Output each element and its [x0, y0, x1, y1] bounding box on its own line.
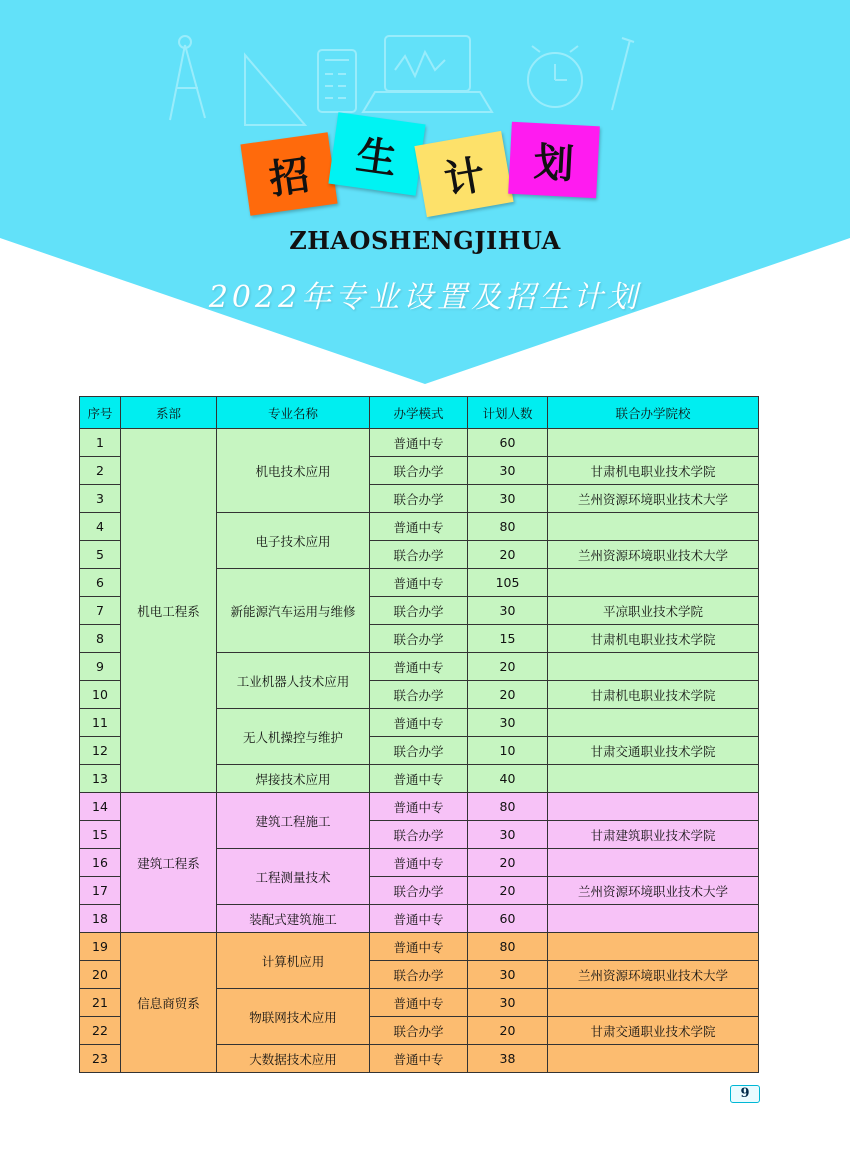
column-header-count: 计划人数 — [468, 397, 548, 429]
count-cell: 15 — [468, 625, 548, 653]
mode-cell: 联合办学 — [370, 737, 468, 765]
partner-cell: 甘肃建筑职业技术学院 — [548, 821, 759, 849]
count-cell: 40 — [468, 765, 548, 793]
major-name-cell: 焊接技术应用 — [217, 765, 370, 793]
count-cell: 30 — [468, 961, 548, 989]
partner-cell — [548, 429, 759, 457]
title-tile-4: 划 — [508, 122, 600, 199]
major-name-cell: 新能源汽车运用与维修 — [217, 569, 370, 653]
count-cell: 30 — [468, 485, 548, 513]
partner-cell — [548, 793, 759, 821]
count-cell: 20 — [468, 877, 548, 905]
partner-cell: 甘肃机电职业技术学院 — [548, 681, 759, 709]
count-cell: 38 — [468, 1045, 548, 1073]
row-number-cell: 23 — [80, 1045, 121, 1073]
partner-cell: 兰州资源环境职业技术大学 — [548, 961, 759, 989]
mode-cell: 联合办学 — [370, 541, 468, 569]
partner-cell — [548, 1045, 759, 1073]
row-number-cell: 1 — [80, 429, 121, 457]
row-number-cell: 9 — [80, 653, 121, 681]
mode-cell: 普通中专 — [370, 709, 468, 737]
major-name-cell: 电子技术应用 — [217, 513, 370, 569]
count-cell: 60 — [468, 429, 548, 457]
row-number-cell: 8 — [80, 625, 121, 653]
count-cell: 30 — [468, 989, 548, 1017]
count-cell: 20 — [468, 849, 548, 877]
count-cell: 30 — [468, 457, 548, 485]
mode-cell: 普通中专 — [370, 513, 468, 541]
row-number-cell: 18 — [80, 905, 121, 933]
row-number-cell: 14 — [80, 793, 121, 821]
partner-cell: 甘肃交通职业技术学院 — [548, 737, 759, 765]
enrollment-plan-table — [79, 396, 759, 1073]
partner-cell — [548, 653, 759, 681]
row-number-cell: 3 — [80, 485, 121, 513]
row-number-cell: 2 — [80, 457, 121, 485]
partner-cell — [548, 765, 759, 793]
count-cell: 20 — [468, 681, 548, 709]
column-header-department: 系部 — [121, 397, 217, 429]
column-header-no: 序号 — [80, 397, 121, 429]
count-cell: 20 — [468, 541, 548, 569]
mode-cell: 普通中专 — [370, 429, 468, 457]
mode-cell: 联合办学 — [370, 877, 468, 905]
major-name-cell: 无人机操控与维护 — [217, 709, 370, 765]
major-name-cell: 机电技术应用 — [217, 429, 370, 513]
mode-cell: 联合办学 — [370, 457, 468, 485]
department-cell: 机电工程系 — [121, 429, 217, 793]
row-number-cell: 19 — [80, 933, 121, 961]
mode-cell: 普通中专 — [370, 849, 468, 877]
column-header-major: 专业名称 — [217, 397, 370, 429]
partner-cell: 甘肃机电职业技术学院 — [548, 625, 759, 653]
partner-cell — [548, 709, 759, 737]
row-number-cell: 13 — [80, 765, 121, 793]
mode-cell: 联合办学 — [370, 961, 468, 989]
mode-cell: 联合办学 — [370, 625, 468, 653]
partner-cell — [548, 905, 759, 933]
partner-cell — [548, 513, 759, 541]
count-cell: 20 — [468, 653, 548, 681]
row-number-cell: 17 — [80, 877, 121, 905]
mode-cell: 普通中专 — [370, 765, 468, 793]
department-cell: 信息商贸系 — [121, 933, 217, 1073]
count-cell: 30 — [468, 597, 548, 625]
mode-cell: 联合办学 — [370, 1017, 468, 1045]
partner-cell — [548, 989, 759, 1017]
row-number-cell: 7 — [80, 597, 121, 625]
major-name-cell: 大数据技术应用 — [217, 1045, 370, 1073]
column-header-mode: 办学模式 — [370, 397, 468, 429]
partner-cell: 平凉职业技术学院 — [548, 597, 759, 625]
row-number-cell: 6 — [80, 569, 121, 597]
partner-cell: 甘肃交通职业技术学院 — [548, 1017, 759, 1045]
row-number-cell: 20 — [80, 961, 121, 989]
major-name-cell: 工业机器人技术应用 — [217, 653, 370, 709]
mode-cell: 普通中专 — [370, 905, 468, 933]
major-name-cell: 建筑工程施工 — [217, 793, 370, 849]
title-tile-2: 生 — [328, 112, 425, 196]
row-number-cell: 4 — [80, 513, 121, 541]
row-number-cell: 10 — [80, 681, 121, 709]
mode-cell: 普通中专 — [370, 793, 468, 821]
title-tile-1: 招 — [240, 132, 337, 216]
mode-cell: 普通中专 — [370, 653, 468, 681]
table-row — [80, 933, 759, 961]
partner-cell: 兰州资源环境职业技术大学 — [548, 877, 759, 905]
major-name-cell: 装配式建筑施工 — [217, 905, 370, 933]
mode-cell: 普通中专 — [370, 1045, 468, 1073]
row-number-cell: 15 — [80, 821, 121, 849]
major-name-cell: 计算机应用 — [217, 933, 370, 989]
partner-cell — [548, 569, 759, 597]
partner-cell — [548, 933, 759, 961]
department-cell: 建筑工程系 — [121, 793, 217, 933]
mode-cell: 联合办学 — [370, 485, 468, 513]
partner-cell: 兰州资源环境职业技术大学 — [548, 541, 759, 569]
row-number-cell: 11 — [80, 709, 121, 737]
row-number-cell: 22 — [80, 1017, 121, 1045]
mode-cell: 普通中专 — [370, 933, 468, 961]
row-number-cell: 12 — [80, 737, 121, 765]
count-cell: 10 — [468, 737, 548, 765]
mode-cell: 联合办学 — [370, 821, 468, 849]
table-row — [80, 429, 759, 457]
mode-cell: 联合办学 — [370, 597, 468, 625]
pinyin-subtitle: ZHAOSHENGJIHUA — [289, 226, 561, 255]
table-row — [80, 793, 759, 821]
partner-cell: 甘肃机电职业技术学院 — [548, 457, 759, 485]
page-number: 9 — [730, 1085, 760, 1103]
count-cell: 105 — [468, 569, 548, 597]
count-cell: 30 — [468, 821, 548, 849]
page-heading: 2022年专业设置及招生计划 — [208, 280, 642, 315]
count-cell: 80 — [468, 933, 548, 961]
partner-cell — [548, 849, 759, 877]
title-tile-3: 计 — [414, 131, 513, 217]
count-cell: 30 — [468, 709, 548, 737]
count-cell: 20 — [468, 1017, 548, 1045]
count-cell: 80 — [468, 513, 548, 541]
mode-cell: 联合办学 — [370, 681, 468, 709]
partner-cell: 兰州资源环境职业技术大学 — [548, 485, 759, 513]
row-number-cell: 5 — [80, 541, 121, 569]
major-name-cell: 物联网技术应用 — [217, 989, 370, 1045]
count-cell: 80 — [468, 793, 548, 821]
mode-cell: 普通中专 — [370, 989, 468, 1017]
major-name-cell: 工程测量技术 — [217, 849, 370, 905]
count-cell: 60 — [468, 905, 548, 933]
row-number-cell: 16 — [80, 849, 121, 877]
column-header-partner: 联合办学院校 — [548, 397, 759, 429]
mode-cell: 普通中专 — [370, 569, 468, 597]
row-number-cell: 21 — [80, 989, 121, 1017]
table-header-row — [80, 397, 759, 429]
